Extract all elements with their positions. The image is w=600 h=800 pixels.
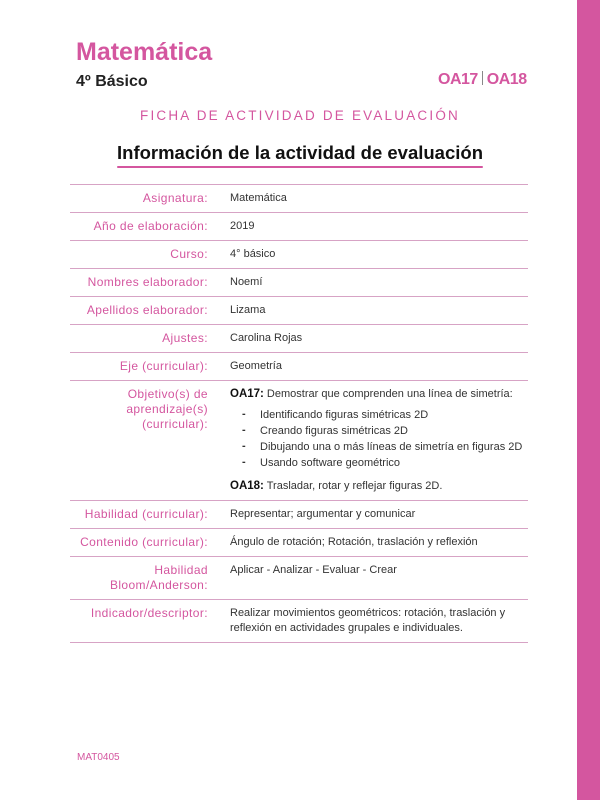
oa17-text: Demostrar que comprenden una línea de simetría:	[263, 388, 513, 400]
oa18-line	[230, 479, 528, 494]
oa-separator	[482, 71, 483, 85]
value-contenido: Ángulo de rotación; Rotación, traslación y reflexión	[230, 529, 528, 557]
row-ajustes	[70, 325, 528, 353]
label-asignatura: Asignatura:	[70, 185, 230, 213]
label-apellidos: Apellidos elaborador:	[70, 297, 230, 325]
value-anio: 2019	[230, 213, 528, 241]
row-apellidos	[70, 297, 528, 325]
row-eje	[70, 353, 528, 381]
row-anio	[70, 213, 528, 241]
oa17-line	[230, 387, 528, 402]
label-objetivo: Objetivo(s) de aprendizaje(s) (curricular):	[70, 381, 230, 501]
list-item: - Creando figuras simétricas 2D	[260, 424, 528, 439]
value-apellidos: Lizama	[230, 297, 528, 325]
grade-label: 4º Básico	[76, 73, 148, 90]
label-ajustes: Ajustes:	[70, 325, 230, 353]
value-objetivo	[230, 381, 528, 501]
row-curso	[70, 241, 528, 269]
row-asignatura	[70, 185, 528, 213]
form-title: Información de la actividad de evaluación	[117, 142, 483, 163]
row-objetivo	[70, 381, 528, 501]
label-indicador: Indicador/descriptor:	[70, 600, 230, 643]
value-indicador: Realizar movimientos geométricos: rotación, traslación y reflexión en actividades grupales e individuales.	[230, 600, 528, 643]
oa-code-18: OA18	[486, 71, 527, 88]
subject-title: Matemática	[76, 38, 213, 66]
value-eje: Geometría	[230, 353, 528, 381]
label-habilidad: Habilidad (curricular):	[70, 501, 230, 529]
row-bloom	[70, 557, 528, 600]
oa18-code: OA18:	[230, 480, 264, 492]
row-nombres	[70, 269, 528, 297]
label-curso: Curso:	[70, 241, 230, 269]
label-contenido: Contenido (curricular):	[70, 529, 230, 557]
oa18-text: Trasladar, rotar y reflejar figuras 2D.	[263, 480, 443, 492]
title-underline	[117, 166, 483, 168]
value-ajustes: Carolina Rojas	[230, 325, 528, 353]
objective-list	[230, 408, 528, 471]
value-bloom: Aplicar - Analizar - Evaluar - Crear	[230, 557, 528, 600]
value-curso: 4° básico	[230, 241, 528, 269]
form-type-heading: FICHA DE ACTIVIDAD DE EVALUACIÓN	[140, 108, 460, 123]
value-asignatura: Matemática	[230, 185, 528, 213]
document-code: MAT0405	[77, 752, 120, 763]
list-item: - Dibujando una o más líneas de simetría en figuras 2D	[260, 440, 528, 455]
list-item: - Usando software geométrico	[260, 456, 528, 471]
label-eje: Eje (curricular):	[70, 353, 230, 381]
oa-codes	[438, 71, 527, 89]
label-nombres: Nombres elaborador:	[70, 269, 230, 297]
activity-info-table	[70, 184, 528, 643]
row-indicador	[70, 600, 528, 643]
row-habilidad	[70, 501, 528, 529]
value-habilidad: Representar; argumentar y comunicar	[230, 501, 528, 529]
oa17-code: OA17:	[230, 388, 264, 400]
oa-code-17: OA17	[438, 71, 478, 88]
label-anio: Año de elaboración:	[70, 213, 230, 241]
value-nombres: Noemí	[230, 269, 528, 297]
label-bloom: Habilidad Bloom/Anderson:	[70, 557, 230, 600]
list-item: - Identificando figuras simétricas 2D	[260, 408, 528, 423]
row-contenido	[70, 529, 528, 557]
